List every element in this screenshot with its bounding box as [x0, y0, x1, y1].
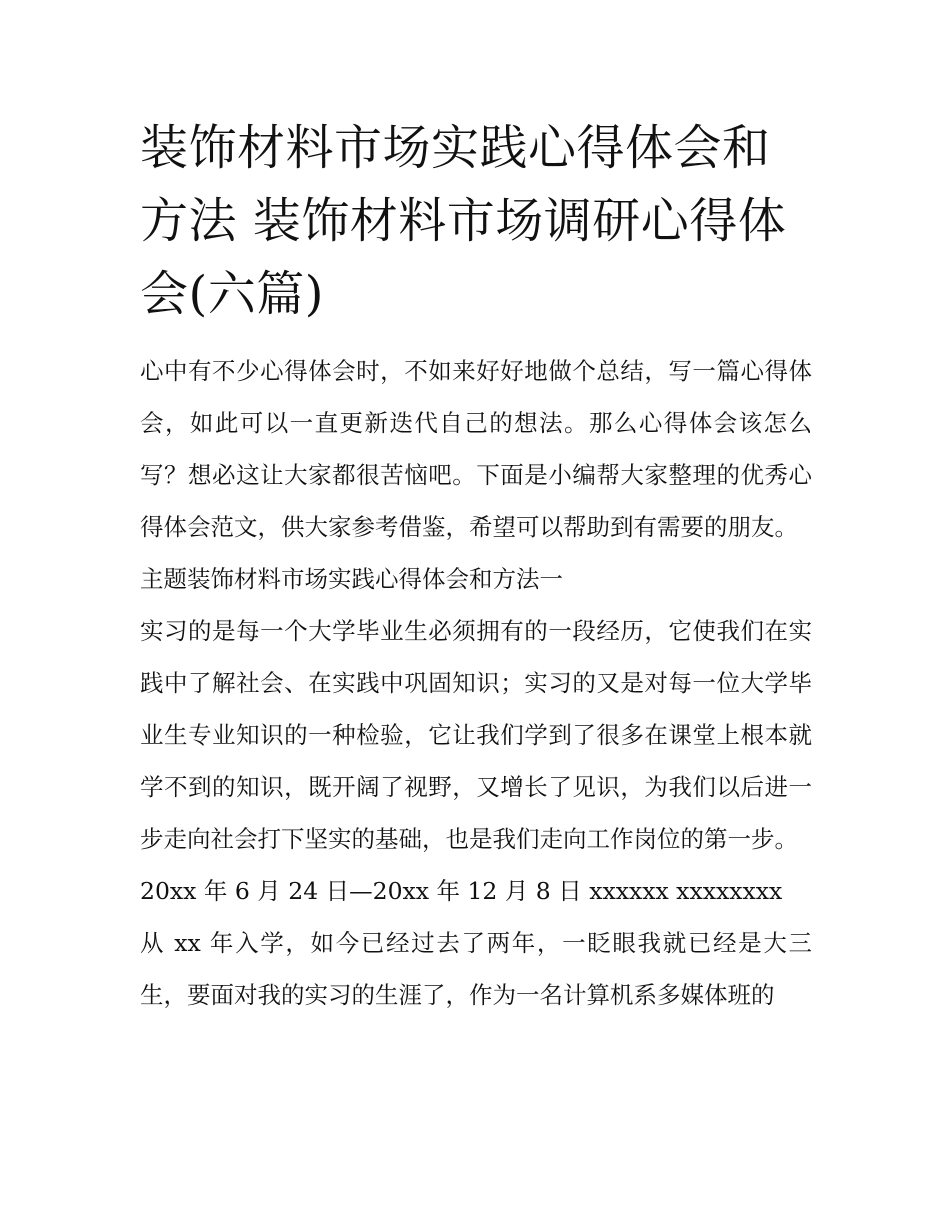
body-paragraph: 从 xx 年入学，如今已经过去了两年，一眨眼我就已经是大三生，要面对我的实习的生涯了，作为一名计算机系多媒体班的: [140, 929, 812, 1009]
intro-paragraph: 心中有不少心得体会时，不如来好好地做个总结，写一篇心得体会，如此可以一直更新迭代自己的想法。那么心得体会该怎么写？想必这让大家都很苦恼吧。下面是小编帮大家整理的优秀心得体会范文，供大家参考借鉴，希望可以帮助到有需要的朋友。: [140, 357, 812, 541]
document-title: 装饰材料市场实践心得体会和方法 装饰材料市场调研心得体会(六篇): [140, 120, 787, 322]
document-page: [140, 112, 812, 1021]
section-heading: 主题装饰材料市场实践心得体会和方法一: [140, 565, 563, 593]
date-line: 20xx 年 6 月 24 日—20xx 年 12 月 8 日 xxxxxx xxxxxxxx: [140, 877, 783, 905]
body-paragraph: 实习的是每一个大学毕业生必须拥有的一段经历，它使我们在实践中了解社会、在实践中巩固知识；实习的又是对每一位大学毕业生专业知识的一种检验，它让我们学到了很多在课堂上根本就学不到的知识，既开阔了视野，又增长了见识，为我们以后进一步走向社会打下坚实的基础，也是我们走向工作岗位的第一步。: [140, 617, 812, 853]
